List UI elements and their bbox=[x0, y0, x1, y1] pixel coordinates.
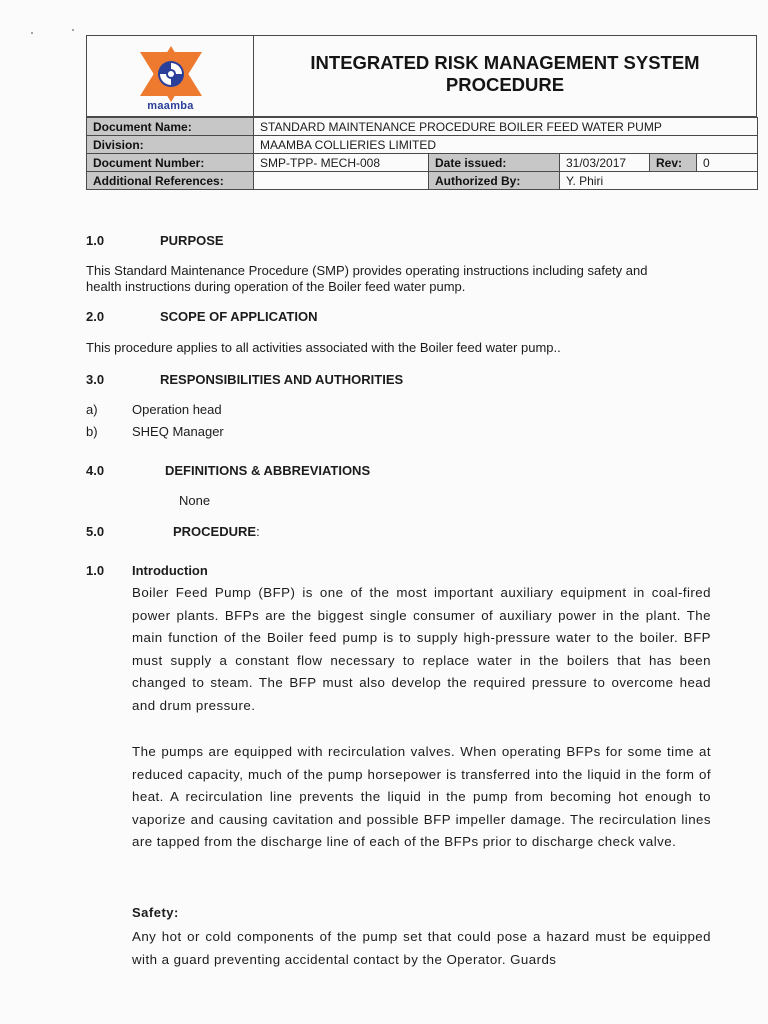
section-title-purpose: PURPOSE bbox=[160, 233, 224, 248]
date-issued-label: Date issued: bbox=[429, 154, 560, 172]
section-title-scope: SCOPE OF APPLICATION bbox=[160, 309, 318, 324]
safety-heading: Safety: bbox=[132, 905, 179, 920]
rev-label: Rev: bbox=[650, 154, 697, 172]
list-marker: a) bbox=[86, 402, 98, 417]
division-value: MAAMBA COLLIERIES LIMITED bbox=[254, 136, 758, 154]
table-row bbox=[87, 154, 758, 172]
subsection-title-introduction: Introduction bbox=[132, 563, 208, 578]
introduction-paragraph-1: Boiler Feed Pump (BFP) is one of the most important auxiliary equipment in coal-fired power plants. BFPs are the biggest single consumer of auxiliary power in the plant. The main function of the Boiler feed pump is to supply high-pressure water to the boiler. BFP must supply a constant flow necessary to replace water in the boilers that has been changed to steam. The BFP must also develop the required pressure to overcome head and drum pressure. bbox=[132, 585, 711, 713]
procedure-title-text: PROCEDURE bbox=[173, 524, 257, 539]
title-line-2: PROCEDURE bbox=[445, 74, 565, 95]
document-info-table bbox=[86, 117, 758, 190]
section-title-procedure bbox=[173, 524, 260, 539]
section-number: 2.0 bbox=[86, 309, 105, 324]
section-number: 4.0 bbox=[86, 463, 105, 478]
authorized-by-value: Y. Phiri bbox=[560, 172, 758, 190]
table-row bbox=[87, 118, 758, 136]
maamba-logo-icon bbox=[136, 44, 206, 102]
subsection-number: 1.0 bbox=[86, 563, 105, 578]
table-row bbox=[87, 172, 758, 190]
additional-references-value bbox=[254, 172, 429, 190]
document-number-label: Document Number: bbox=[87, 154, 254, 172]
additional-references-label: Additional References: bbox=[87, 172, 254, 190]
scan-speck bbox=[31, 32, 33, 34]
logo-cell bbox=[87, 36, 254, 116]
document-number-value: SMP-TPP- MECH-008 bbox=[254, 154, 429, 172]
title-line-1: INTEGRATED RISK MANAGEMENT SYSTEM bbox=[310, 52, 700, 73]
logo-text: maamba bbox=[147, 100, 194, 112]
date-issued-value: 31/03/2017 bbox=[560, 154, 650, 172]
table-row bbox=[87, 136, 758, 154]
section-title-definitions: DEFINITIONS & ABBREVIATIONS bbox=[165, 463, 371, 478]
section-number: 5.0 bbox=[86, 524, 105, 539]
list-item: Operation head bbox=[132, 402, 222, 417]
document-name-label: Document Name: bbox=[87, 118, 254, 136]
purpose-line-1: This Standard Maintenance Procedure (SMP) provides operating instructions including safety and bbox=[86, 263, 648, 278]
authorized-by-label: Authorized By: bbox=[429, 172, 560, 190]
section-number: 1.0 bbox=[86, 233, 105, 248]
document-name-value: STANDARD MAINTENANCE PROCEDURE BOILER FEED WATER PUMP bbox=[254, 118, 758, 136]
section-title-responsibilities: RESPONSIBILITIES AND AUTHORITIES bbox=[160, 372, 404, 387]
definitions-text: None bbox=[179, 493, 211, 508]
document-title bbox=[254, 36, 756, 116]
list-item: SHEQ Manager bbox=[132, 424, 224, 439]
safety-paragraph: Any hot or cold components of the pump set that could pose a hazard must be equipped with a guard preventing accidental contact by the Operator. Guards bbox=[132, 929, 711, 967]
procedure-title-colon: : bbox=[256, 524, 260, 539]
document-header bbox=[86, 35, 757, 117]
introduction-paragraph-2: The pumps are equipped with recirculation valves. When operating BFPs for some time at reduced capacity, much of the pump horsepower is transferred into the liquid in the form of heat. A recirculation line prevents the liquid in the pump from becoming hot enough to vaporize and causing cavitation and possible BFP impeller damage. The recirculation lines are tapped from the discharge line of each of the BFPs prior to discharge check valve. bbox=[132, 744, 711, 849]
section-number: 3.0 bbox=[86, 372, 105, 387]
division-label: Division: bbox=[87, 136, 254, 154]
rev-value: 0 bbox=[697, 154, 758, 172]
scan-speck bbox=[72, 29, 74, 31]
scope-text: This procedure applies to all activities associated with the Boiler feed water pump.. bbox=[86, 340, 561, 355]
purpose-line-2: health instructions during operation of the Boiler feed water pump. bbox=[86, 279, 466, 294]
list-marker: b) bbox=[86, 424, 98, 439]
